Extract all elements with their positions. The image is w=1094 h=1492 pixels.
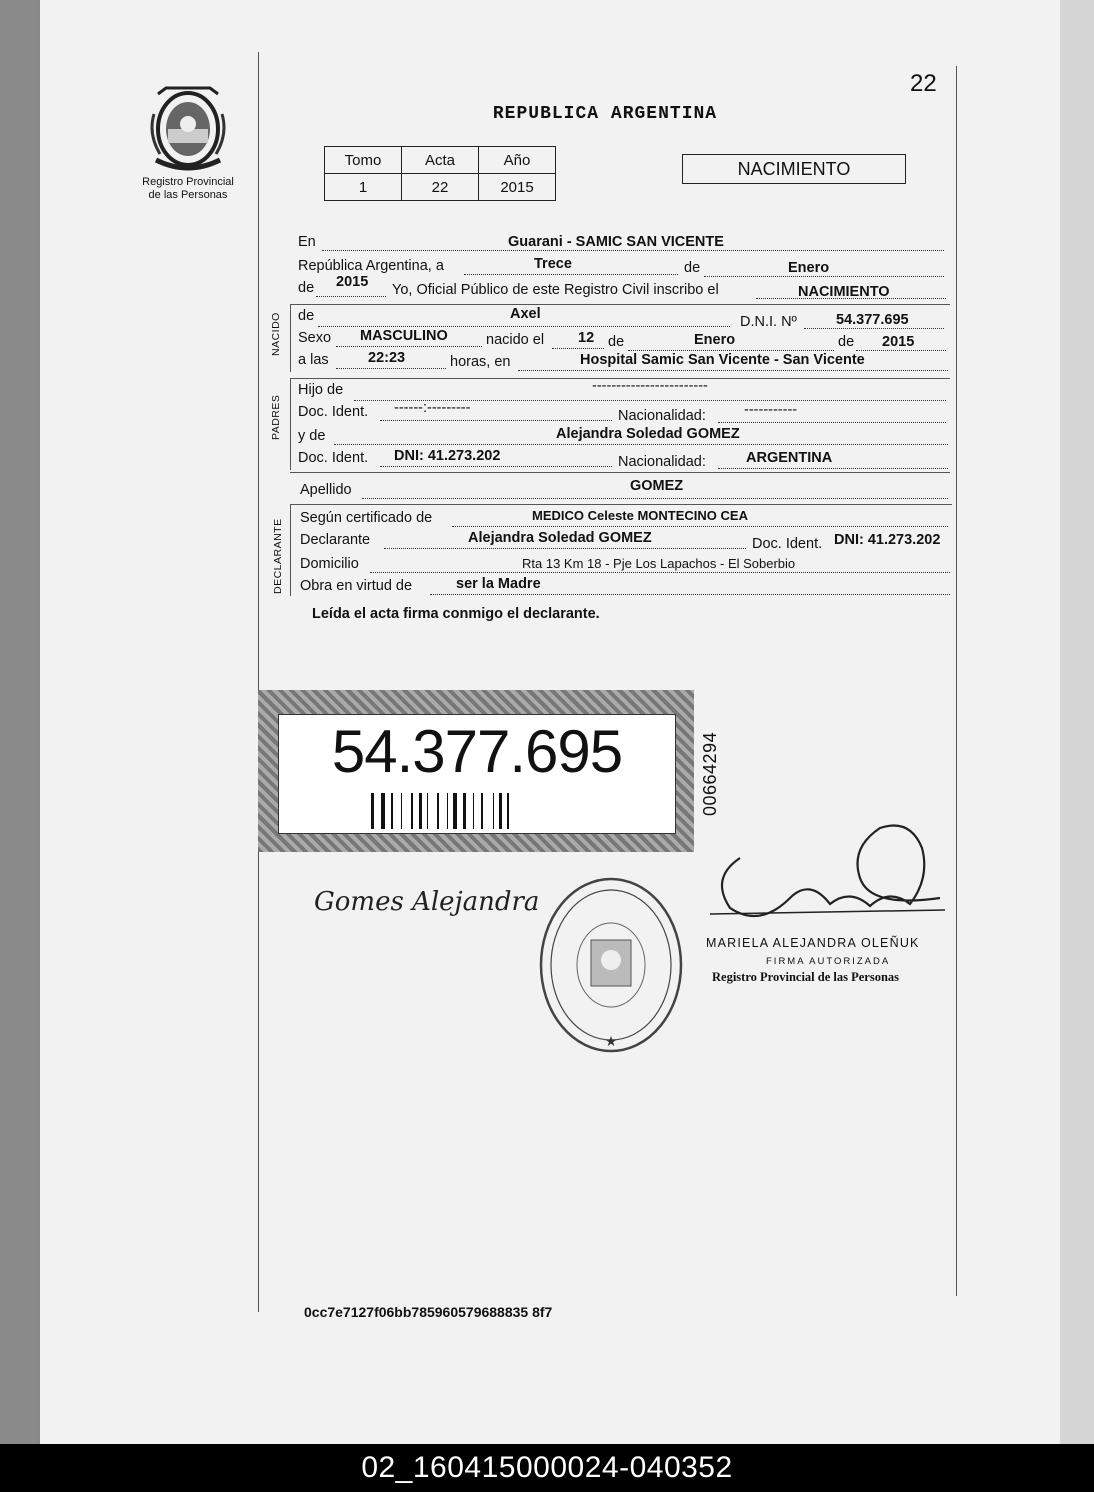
- dotted-line: [518, 370, 948, 371]
- label-sexo: Sexo: [298, 330, 332, 346]
- value-sexo: MASCULINO: [360, 328, 448, 344]
- section-label-declarante: DECLARANTE: [272, 518, 284, 594]
- hospital-seal-icon: [536, 874, 686, 1056]
- barcode-bar: [493, 793, 494, 829]
- dotted-line: [628, 350, 834, 351]
- label-de: de: [838, 334, 855, 350]
- label-de: de: [608, 334, 625, 350]
- dotted-line: [322, 250, 944, 251]
- label-horas: horas, en: [450, 354, 511, 370]
- value-anio-nac: 2015: [882, 334, 915, 350]
- tomo-acta-anio-table: [324, 146, 556, 201]
- label-en: En: [298, 234, 316, 250]
- value-mes-inscripcion: Enero: [788, 260, 830, 276]
- province-emblem-icon: [146, 84, 230, 174]
- barcode-bar: [463, 793, 466, 829]
- label-alas: a las: [298, 352, 329, 368]
- dotted-line: [704, 276, 944, 277]
- value-tipo: NACIMIENTO: [798, 284, 890, 300]
- value-padre: ------------------------: [592, 378, 708, 394]
- label-de: de: [298, 308, 315, 324]
- section-separator: [290, 304, 950, 305]
- logo-caption-line1: Registro Provincial: [142, 176, 234, 188]
- value-padre-doc: ------:---------: [394, 400, 471, 416]
- label-nacionalidad: Nacionalidad:: [618, 454, 706, 470]
- value-obra: ser la Madre: [456, 576, 541, 592]
- value-madre: Alejandra Soledad GOMEZ: [556, 426, 740, 442]
- meta-header-acta: Acta: [402, 147, 479, 174]
- section-label-padres: PADRES: [270, 394, 282, 440]
- dotted-line: [804, 328, 944, 329]
- section-label-nacido: NACIDO: [270, 312, 282, 356]
- footer-file-id: 02_160415000024-040352: [0, 1444, 1094, 1492]
- value-madre-nac: ARGENTINA: [746, 450, 833, 466]
- dotted-line: [452, 526, 948, 527]
- value-dia-inscripcion: Trece: [534, 256, 572, 272]
- barcode-bar: [481, 793, 483, 829]
- label-docident: Doc. Ident.: [298, 404, 369, 420]
- barcode-bar: [499, 793, 502, 829]
- value-domicilio: Rta 13 Km 18 - Pje Los Lapachos - El Soberbio: [522, 556, 796, 571]
- value-apellido: GOMEZ: [630, 478, 684, 494]
- barcode-bar: [411, 793, 413, 829]
- dotted-line: [380, 420, 612, 421]
- officer-signature: [700, 818, 952, 928]
- section-separator: [290, 472, 950, 473]
- dotted-line: [856, 350, 946, 351]
- dotted-line: [718, 468, 948, 469]
- meta-value-acta: 22: [402, 174, 479, 201]
- sticker-number: 54.377.695: [331, 718, 623, 785]
- section-vertical-line: [290, 504, 291, 596]
- value-dia-nac: 12: [578, 330, 595, 346]
- label-yo: Yo, Oficial Público de este Registro Civil inscribo el: [392, 282, 719, 298]
- logo-caption: [130, 176, 246, 202]
- label-dni: D.N.I. Nº: [740, 314, 797, 330]
- value-anio-inscripcion: 2015: [336, 274, 369, 290]
- label-apellido: Apellido: [300, 482, 352, 498]
- label-de: de: [298, 280, 315, 296]
- officer-organization: Registro Provincial de las Personas: [712, 970, 900, 984]
- label-nacido: nacido el: [486, 332, 545, 348]
- dotted-line: [336, 346, 482, 347]
- dotted-line: [430, 594, 950, 595]
- value-dni: 54.377.695: [836, 312, 909, 328]
- barcode-bar: [427, 793, 428, 829]
- dotted-line: [318, 326, 730, 327]
- dotted-line: [370, 572, 950, 573]
- meta-header-tomo: Tomo: [325, 147, 402, 174]
- section-separator: [290, 504, 952, 505]
- page-number: 22: [910, 70, 937, 97]
- svg-text:★: ★: [604, 1033, 618, 1049]
- meta-value-anio: 2015: [479, 174, 556, 201]
- closing-statement: Leída el acta firma conmigo el declarante.: [312, 606, 600, 622]
- dotted-line: [464, 274, 678, 275]
- barcode-bar: [453, 793, 457, 829]
- frame-left-border: [258, 52, 273, 1312]
- value-hora: 22:23: [368, 350, 406, 366]
- value-declarante: Alejandra Soledad GOMEZ: [468, 530, 652, 546]
- value-padre-nac: -----------: [744, 402, 798, 418]
- dotted-line: [334, 444, 948, 445]
- label-republica: República Argentina, a: [298, 258, 444, 274]
- dotted-line: [384, 548, 746, 549]
- barcode-icon: [371, 793, 607, 829]
- barcode-bar: [401, 793, 402, 829]
- barcode-bar: [437, 793, 439, 829]
- label-docident: Doc. Ident.: [752, 536, 823, 552]
- barcode-bar: [447, 793, 448, 829]
- dotted-line: [718, 422, 946, 423]
- label-obra: Obra en virtud de: [300, 578, 413, 594]
- section-vertical-line: [290, 304, 291, 372]
- sticker-label: [278, 714, 676, 834]
- document-hash: 0cc7e7127f06bb785960579688835 8f7: [304, 1304, 553, 1320]
- label-hijo: Hijo de: [298, 382, 344, 398]
- barcode-bar: [391, 793, 393, 829]
- dotted-line: [380, 466, 612, 467]
- dotted-line: [362, 498, 948, 499]
- barcode-bar: [381, 793, 385, 829]
- value-declarante-doc: DNI: 41.273.202: [834, 532, 941, 548]
- label-declarante: Declarante: [300, 532, 371, 548]
- dotted-line: [552, 348, 604, 349]
- label-de: de: [684, 260, 701, 276]
- record-type-box: NACIMIENTO: [682, 154, 906, 184]
- barcode-bar: [371, 793, 374, 829]
- value-lugar-nac: Hospital Samic San Vicente - San Vicente: [580, 352, 865, 368]
- officer-role: FIRMA AUTORIZADA: [766, 956, 891, 967]
- sticker-serial: 00664294: [700, 731, 720, 816]
- value-madre-doc: DNI: 41.273.202: [394, 448, 501, 464]
- label-yde: y de: [298, 428, 326, 444]
- officer-name: MARIELA ALEJANDRA OLEÑUK: [706, 936, 920, 950]
- value-lugar: Guarani - SAMIC SAN VICENTE: [508, 234, 724, 250]
- value-certificado: MEDICO Celeste MONTECINO CEA: [532, 508, 748, 523]
- barcode-bar: [473, 793, 474, 829]
- frame-right-border: [956, 66, 957, 1296]
- value-mes-nac: Enero: [694, 332, 736, 348]
- label-nacionalidad: Nacionalidad:: [618, 408, 706, 424]
- label-domicilio: Domicilio: [300, 556, 359, 572]
- section-vertical-line: [290, 378, 291, 470]
- underlying-page-edge: [1060, 0, 1094, 1444]
- logo-caption-line2: de las Personas: [148, 189, 228, 201]
- value-nombre: Axel: [510, 306, 541, 322]
- label-segun: Según certificado de: [300, 510, 433, 526]
- meta-value-tomo: 1: [325, 174, 402, 201]
- barcode-bar: [419, 793, 422, 829]
- declarant-signature-text: Gomes Alejandra: [314, 887, 540, 917]
- declarant-signature: [312, 876, 572, 936]
- label-docident: Doc. Ident.: [298, 450, 369, 466]
- document-title: REPUBLICA ARGENTINA: [492, 104, 718, 124]
- registration-sticker: [258, 690, 694, 852]
- meta-header-anio: Año: [479, 147, 556, 174]
- barcode-bar: [507, 793, 509, 829]
- dotted-line: [316, 296, 386, 297]
- dotted-line: [336, 368, 446, 369]
